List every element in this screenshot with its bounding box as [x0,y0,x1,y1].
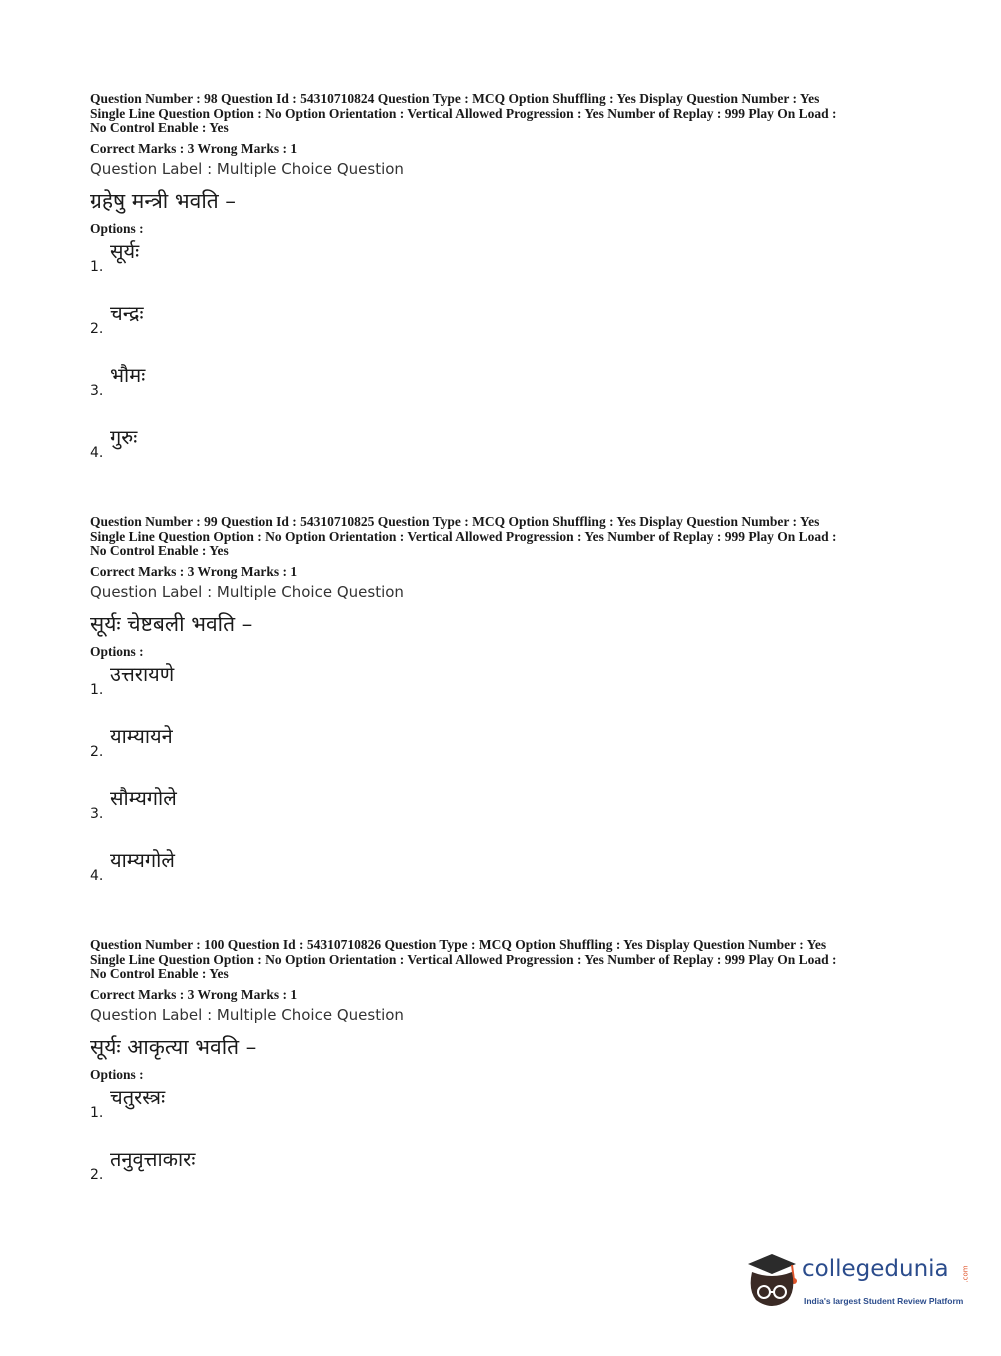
logo-domain-suffix: .com [961,1265,970,1283]
question-marks: Correct Marks : 3 Wrong Marks : 1 [90,986,298,1002]
question-label: Question Label : Multiple Choice Question [90,1005,404,1024]
options-heading: Options : [90,643,144,659]
logo-tagline: India's largest Student Review Platform [804,1296,964,1306]
question-block-98 [90,92,910,485]
question-meta-line: No Control Enable : Yes [90,966,229,982]
option-number: 3. [90,805,104,822]
option-text: भौमः [110,362,146,387]
options-heading: Options : [90,1066,144,1082]
question-block-99 [90,515,910,908]
question-meta-line: No Control Enable : Yes [90,543,229,559]
option-item [90,299,910,361]
option-number: 1. [90,1104,104,1121]
option-number: 2. [90,743,104,760]
question-text: सूर्यः आकृत्या भवति – [90,1034,257,1059]
option-item [90,361,910,423]
question-meta-line: Question Number : 99 Question Id : 54310710825 Question Type : MCQ Option Shuffling : Yes Display Question Number : Yes [90,514,820,529]
option-item [90,423,910,485]
option-text: याम्यगोले [110,847,175,872]
logo-wordmark: collegedunia [802,1256,949,1282]
question-label: Question Label : Multiple Choice Question [90,582,404,601]
question-meta-line: Question Number : 100 Question Id : 54310710826 Question Type : MCQ Option Shuffling : Yes Display Question Number : Yes [90,937,827,952]
option-number: 2. [90,1166,104,1183]
option-text: चतुरस्त्रः [110,1084,166,1109]
option-text: उत्तरायणे [110,661,175,686]
option-number: 4. [90,867,104,884]
question-block-100 [90,938,910,1207]
question-meta-line: Single Line Question Option : No Option Orientation : Vertical Allowed Progression : Yes Number of Replay : 999 Play On Load : [90,528,837,544]
option-text: सूर्यः [110,238,140,263]
option-number: 1. [90,258,104,275]
question-meta-line: Question Number : 98 Question Id : 54310710824 Question Type : MCQ Option Shuffling : Yes Display Question Number : Yes [90,91,820,106]
question-marks: Correct Marks : 3 Wrong Marks : 1 [90,563,298,579]
option-number: 4. [90,444,104,461]
option-text: तनुवृत्ताकारः [110,1146,196,1171]
collegedunia-logo [742,1250,972,1320]
option-number: 3. [90,382,104,399]
option-item [90,722,910,784]
option-number: 1. [90,681,104,698]
question-text: ग्रहेषु मन्त्री भवति – [90,188,236,213]
option-item [90,784,910,846]
option-item [90,237,910,299]
option-item [90,1145,910,1207]
student-mascot-icon [742,1250,802,1314]
question-meta-line: No Control Enable : Yes [90,120,229,136]
option-item [90,846,910,908]
options-heading: Options : [90,220,144,236]
question-label: Question Label : Multiple Choice Question [90,159,404,178]
question-text: सूर्यः चेष्टबली भवति – [90,611,253,636]
option-text: सौम्यगोले [110,785,177,810]
question-meta-line: Single Line Question Option : No Option Orientation : Vertical Allowed Progression : Yes Number of Replay : 999 Play On Load : [90,105,837,121]
option-item [90,1083,910,1145]
option-text: चन्द्रः [110,300,144,325]
question-marks: Correct Marks : 3 Wrong Marks : 1 [90,140,298,156]
option-number: 2. [90,320,104,337]
option-item [90,660,910,722]
option-text: याम्यायने [110,723,173,748]
option-text: गुरुः [110,424,138,449]
question-meta-line: Single Line Question Option : No Option Orientation : Vertical Allowed Progression : Yes Number of Replay : 999 Play On Load : [90,951,837,967]
